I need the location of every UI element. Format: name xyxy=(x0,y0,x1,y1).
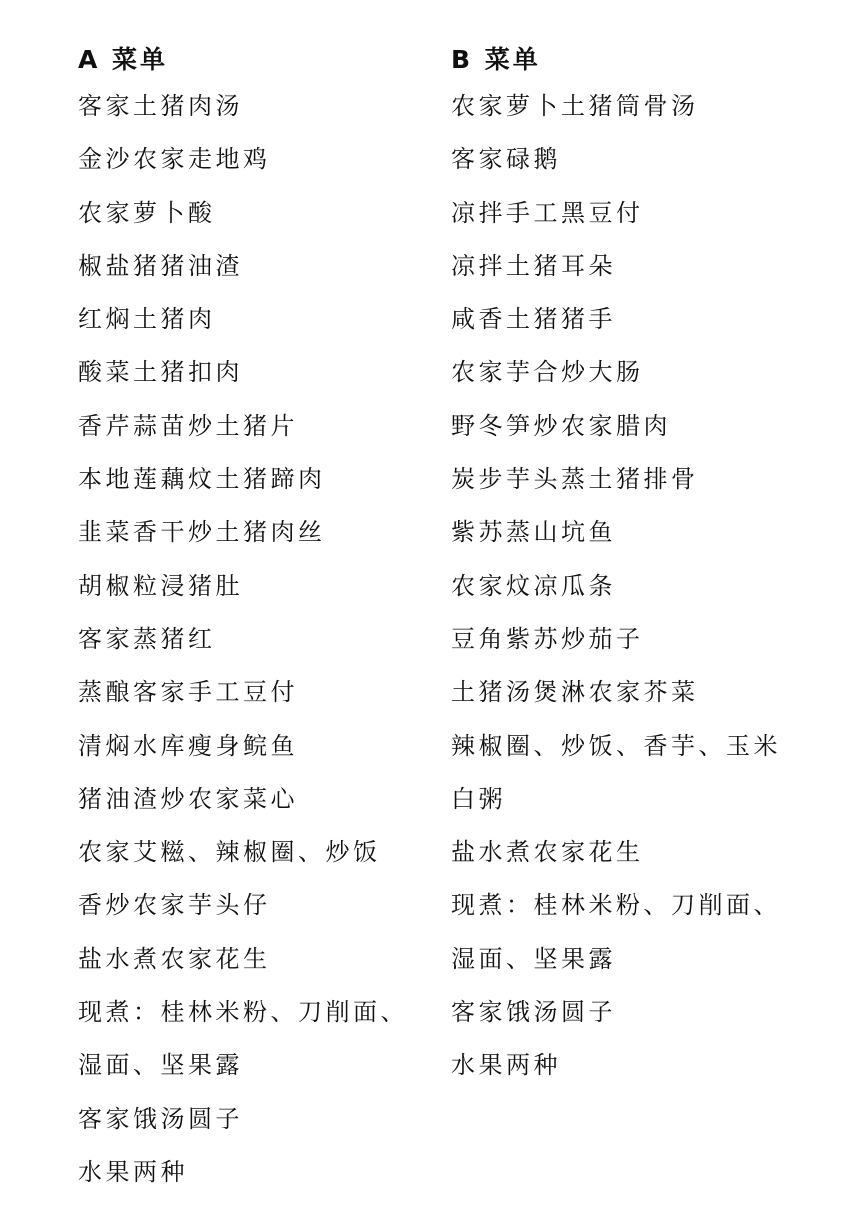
menu-item: 现煮：桂林米粉、刀削面、 xyxy=(451,891,781,920)
menu-item: 客家蒸猪红 xyxy=(78,624,216,653)
menu-a-list xyxy=(78,80,438,1199)
menu-item: 湿面、坚果露 xyxy=(451,944,616,973)
menu-a-title: A 菜单 xyxy=(78,45,169,74)
menu-item: 咸香土猪猪手 xyxy=(451,305,616,334)
menu-item: 农家炆凉瓜条 xyxy=(451,571,616,600)
menu-item: 清焖水库瘦身鲩鱼 xyxy=(78,731,298,760)
menu-item: 农家艾糍、辣椒圈、炒饭 xyxy=(78,838,381,867)
menu-b-list xyxy=(451,80,841,1093)
menu-item: 辣椒圈、炒饭、香芋、玉米 xyxy=(451,731,781,760)
menu-item: 客家饿汤圆子 xyxy=(78,1104,243,1133)
menu-item: 现煮：桂林米粉、刀削面、 xyxy=(78,998,408,1027)
menu-item: 椒盐猪猪油渣 xyxy=(78,251,243,280)
menu-a xyxy=(78,40,438,1199)
menu-item: 酸菜土猪扣肉 xyxy=(78,358,243,387)
menu-item: 客家饿汤圆子 xyxy=(451,998,616,1027)
menu-item: 蒸酿客家手工豆付 xyxy=(78,678,298,707)
menu-item: 白粥 xyxy=(451,784,506,813)
menu-item: 香芹蒜苗炒土猪片 xyxy=(78,411,298,440)
menu-item: 客家碌鹅 xyxy=(451,145,561,174)
menu-b xyxy=(451,40,841,1093)
menu-item: 农家芋合炒大肠 xyxy=(451,358,644,387)
menu-item: 水果两种 xyxy=(78,1157,188,1186)
menu-item: 湿面、坚果露 xyxy=(78,1051,243,1080)
menu-item: 土猪汤煲淋农家芥菜 xyxy=(451,678,699,707)
menu-item: 盐水煮农家花生 xyxy=(451,838,644,867)
menu-item: 红焖土猪肉 xyxy=(78,305,216,334)
menu-item: 野冬笋炒农家腊肉 xyxy=(451,411,671,440)
menu-item: 水果两种 xyxy=(451,1051,561,1080)
menu-item: 韭菜香干炒土猪肉丝 xyxy=(78,518,326,547)
menu-item: 猪油渣炒农家菜心 xyxy=(78,784,298,813)
menu-item: 凉拌土猪耳朵 xyxy=(451,251,616,280)
menu-item: 本地莲藕炆土猪蹄肉 xyxy=(78,465,326,494)
menu-item: 炭步芋头蒸土猪排骨 xyxy=(451,465,699,494)
menu-item: 香炒农家芋头仔 xyxy=(78,891,271,920)
menu-item: 盐水煮农家花生 xyxy=(78,944,271,973)
menu-item: 客家土猪肉汤 xyxy=(78,92,243,120)
menu-b-title: B 菜单 xyxy=(451,45,541,74)
menu-item: 凉拌手工黑豆付 xyxy=(451,198,644,227)
menu-item: 农家萝卜土猪筒骨汤 xyxy=(451,92,699,120)
menu-item: 金沙农家走地鸡 xyxy=(78,145,271,174)
menu-item: 豆角紫苏炒茄子 xyxy=(451,624,644,653)
menu-item: 胡椒粒浸猪肚 xyxy=(78,571,243,600)
menu-item: 农家萝卜酸 xyxy=(78,198,216,227)
menu-item: 紫苏蒸山坑鱼 xyxy=(451,518,616,547)
